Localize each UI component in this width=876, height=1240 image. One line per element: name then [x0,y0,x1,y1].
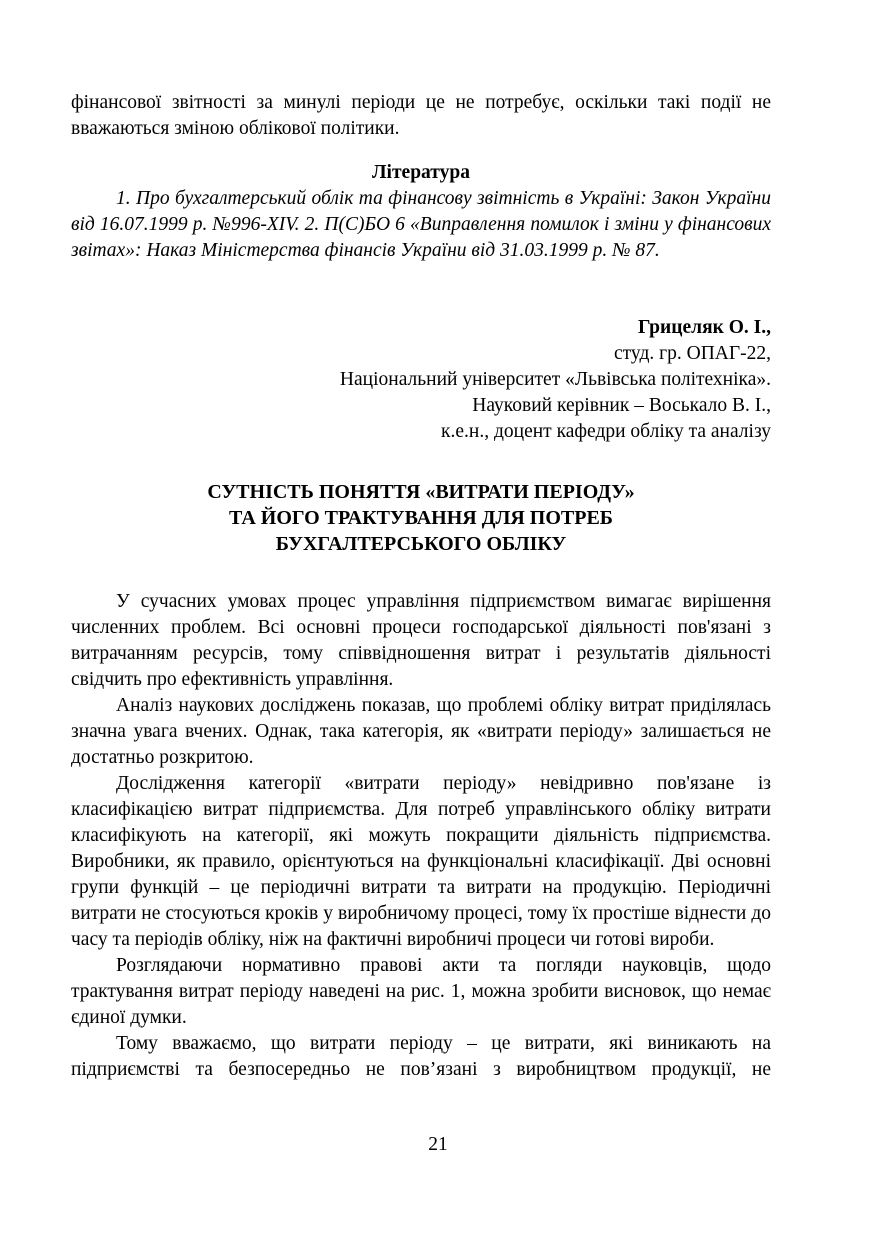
author-supervisor-title: к.е.н., доцент кафедри обліку та аналізу [441,421,771,442]
document-page [71,90,771,1083]
author-group: студ. гр. ОПАГ-22, [614,343,771,364]
body-paragraph: Дослідження категорії «витрати періоду» невідривно пов'язане із класифікацією витрат підприємства. Для потреб управлінського обліку витрати класифікують на категорії, які можуть покращити діяльність підприємства. Виробники, як правило, орієнтуються на функціональні класифікації. Дві основні групи функцій – це періодичні витрати та витрати на продукцію. Періодичні витрати не стосуються кроків у виробничому процесі, тому їх простіше віднести до часу та періодів обліку, ніж на фактичні виробничі процеси чи готові вироби. [71,773,771,950]
body-paragraph: Аналіз наукових досліджень показав, що проблемі обліку витрат приділялась значна увага вчених. Однак, така категорія, як «витрати періоду» залишається не достатньо розкритою. [71,695,771,768]
article-title-line: БУХГАЛТЕРСЬКОГО ОБЛІКУ [275,533,567,555]
article-title-line: ТА ЙОГО ТРАКТУВАННЯ ДЛЯ ПОТРЕБ [228,507,614,529]
body-paragraph: Розглядаючи нормативно правові акти та погляди науковців, щодо трактування витрат періоду наведені на рис. 1, можна зробити висновок, що немає єдиної думки. [71,955,771,1028]
body-paragraph: Тому вважаємо, що витрати періоду – це витрати, які виникають на підприємстві та безпосередньо не пов’язані з виробництвом продукції, не [71,1033,771,1080]
literature-heading: Література [372,162,470,183]
body-paragraph: У сучасних умовах процес управління підприємством вимагає вирішення численних проблем. Всі основні процеси господарської діяльності пов'язані з витрачанням ресурсів, тому співвідношення витрат і результатів діяльності свідчить про ефективність управління. [71,591,771,690]
article-title-line: СУТНІСТЬ ПОНЯТТЯ «ВИТРАТИ ПЕРІОДУ» [207,481,635,503]
literature-list: 1. Про бухгалтерський облік та фінансову звітність в Україні: Закон України від 16.07.1999 р. №996-XIV. 2. П(С)БО 6 «Виправлення помилок і зміни у фінансових звітах»: Наказ Міністерства фінансів України від 31.03.1999 р. № 87. [71,188,771,261]
article-title [71,479,771,557]
intro-continuation: фінансової звітності за минулі періоди це не потребує, оскільки такі події не вважаються зміною облікової політики. [71,92,771,139]
author-name: Грицеляк О. І., [637,317,771,338]
page-number: 21 [428,1134,448,1155]
author-supervisor: Науковий керівник – Воськало В. І., [472,395,771,416]
article-body [71,589,771,1083]
author-block [71,315,771,445]
author-university: Національний університет «Львівська політехніка». [339,369,771,390]
